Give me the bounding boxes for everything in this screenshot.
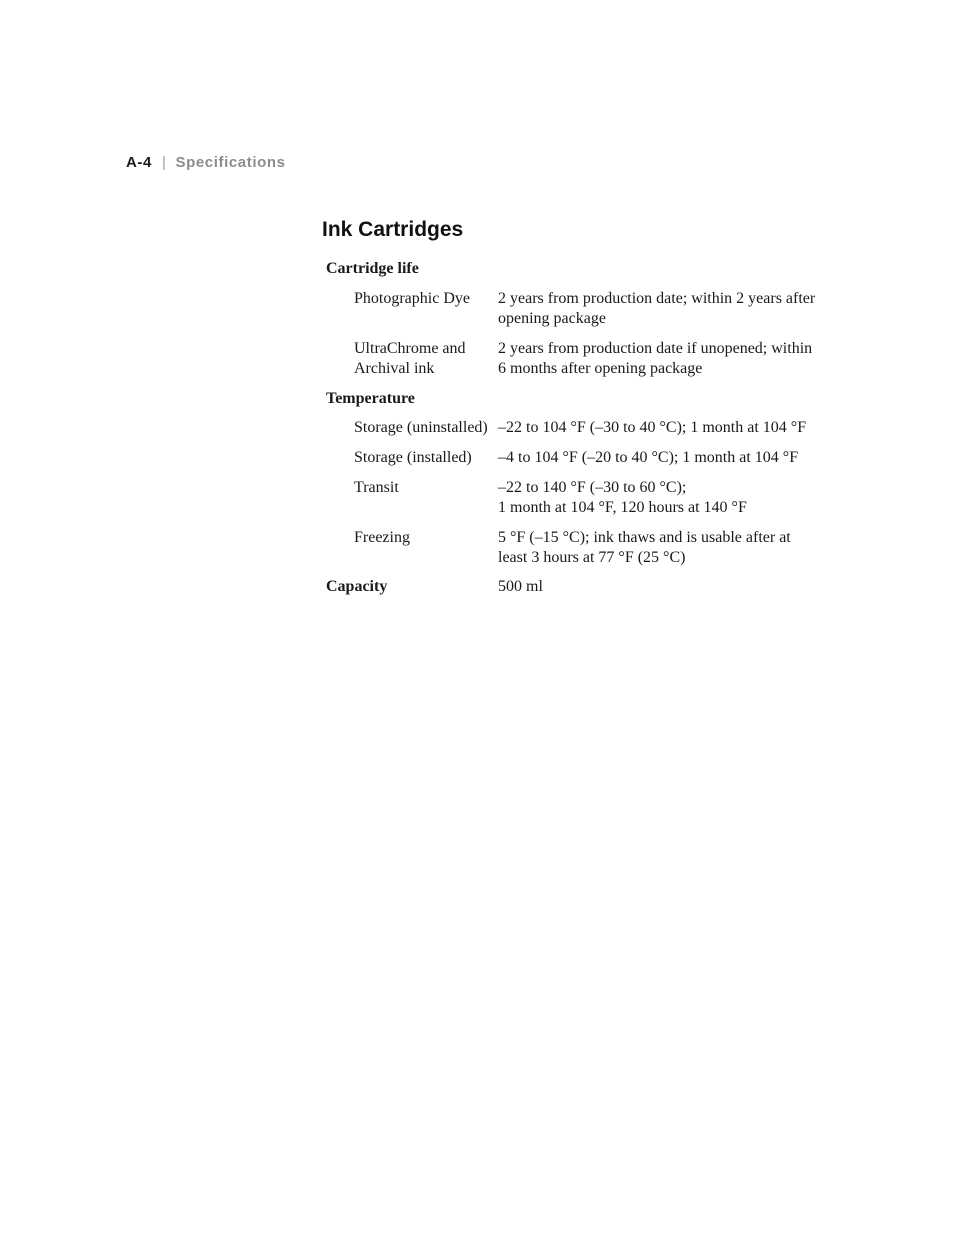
value-line: –4 to 104 °F (–20 to 40 °C); 1 month at 104 °F [498,449,799,466]
row-label-photographic-dye: Photographic Dye [354,290,470,307]
group-heading-temperature: Temperature [326,390,415,407]
running-header [126,154,286,171]
row-value-transit [498,478,843,518]
row-label-storage-installed: Storage (installed) [354,449,472,466]
value-line: least 3 hours at 77 °F (25 °C) [498,549,686,566]
header-separator: | [161,154,167,171]
row-value-capacity [498,577,843,597]
section-name: Specifications [175,154,286,171]
row-value-storage-uninstalled [498,418,843,438]
row-value-photographic-dye [498,289,843,329]
value-line: 500 ml [498,578,543,595]
row-value-ultrachrome-archival [498,339,843,379]
value-line: 5 °F (–15 °C); ink thaws and is usable after at [498,529,791,546]
page-number: A-4 [126,154,152,171]
row-label-ultrachrome-archival [354,339,466,379]
page-title: Ink Cartridges [322,218,464,241]
label-line: Archival ink [354,360,435,377]
group-heading-capacity: Capacity [326,578,388,595]
value-line: 6 months after opening package [498,360,703,377]
group-heading-cartridge-life: Cartridge life [326,260,419,277]
row-label-freezing: Freezing [354,529,410,546]
row-value-freezing [498,528,843,568]
value-line: 2 years from production date; within 2 years after [498,290,816,307]
row-label-storage-uninstalled: Storage (uninstalled) [354,419,488,436]
row-value-storage-installed [498,448,843,468]
row-label-transit: Transit [354,479,399,496]
value-line: –22 to 140 °F (–30 to 60 °C); [498,479,687,496]
value-line: 1 month at 104 °F, 120 hours at 140 °F [498,499,747,516]
value-line: opening package [498,310,606,327]
value-line: 2 years from production date if unopened; within [498,340,813,357]
value-line: –22 to 104 °F (–30 to 40 °C); 1 month at 104 °F [498,419,807,436]
label-line: UltraChrome and [354,340,466,357]
